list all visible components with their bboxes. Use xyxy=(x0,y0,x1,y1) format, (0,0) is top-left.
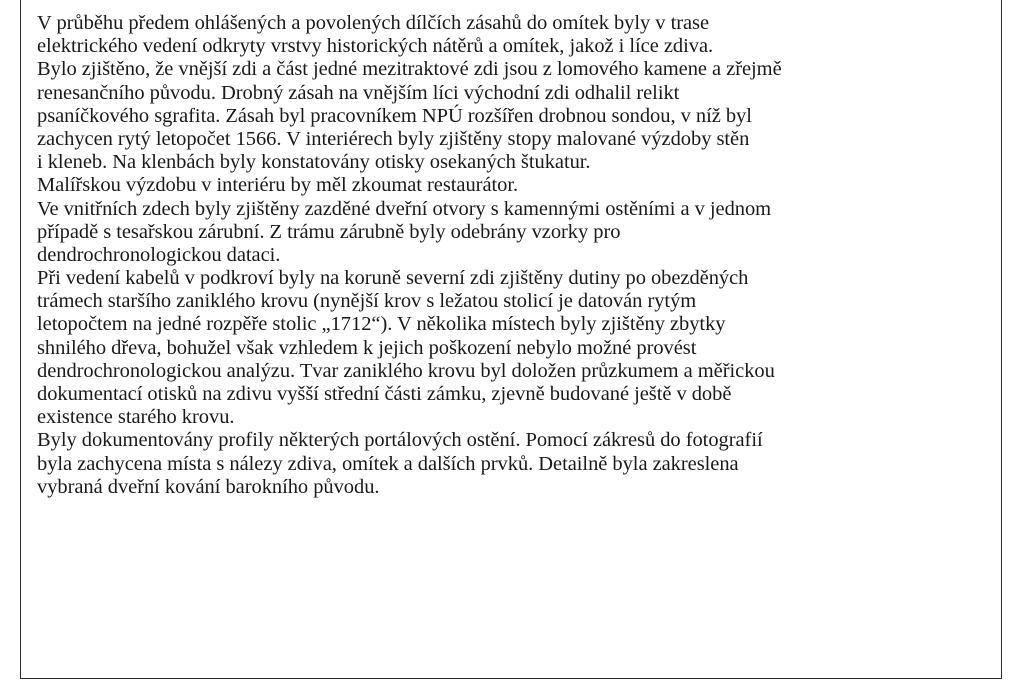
text-line: existence starého krovu. xyxy=(37,406,235,429)
text-line: byla zachycena místa s nálezy zdiva, omítek a dalších prvků. Detailně byla zakreslena xyxy=(37,452,739,475)
text-line: Ve vnitřních zdech byly zjištěny zazděné dveřní otvory s kamennými ostěními a v jednom xyxy=(37,197,772,220)
text-line: vybraná dveřní kování barokního původu. xyxy=(37,475,380,498)
text-line: dendrochronologickou analýzu. Tvar zaniklého krovu byl doložen průzkumem a měřickou xyxy=(37,359,775,382)
text-line: Malířskou výzdobu v interiéru by měl zkoumat restaurátor. xyxy=(37,174,519,197)
text-line: renesančního původu. Drobný zásah na vnějším líci východní zdi odhalil relikt xyxy=(37,81,680,104)
text-line: dokumentací otisků na zdivu vyšší střední části zámku, zjevně budované ještě v době xyxy=(37,383,732,405)
text-line: případě s tesařskou zárubní. Z trámu zárubně byly odebrány vzorky pro xyxy=(37,220,621,243)
text-line: Byly dokumentovány profily některých portálových ostění. Pomocí zákresů do fotografií xyxy=(37,429,763,452)
document-text xyxy=(37,12,997,499)
text-line: psaníčkového sgrafita. Zásah byl pracovníkem NPÚ rozšířen drobnou sondou, v níž byl xyxy=(37,104,752,127)
text-line: V průběhu předem ohlášených a povolených dílčích zásahů do omítek byly v trase xyxy=(37,12,710,34)
text-line: elektrického vedení odkryty vrstvy historických nátěrů a omítek, jakož i líce zdiva. xyxy=(37,35,714,58)
text-line: dendrochronologickou dataci. xyxy=(37,243,281,266)
text-line: i kleneb. Na klenbách byly konstatovány otisky osekaných štukatur. xyxy=(37,151,591,174)
text-line: trámech staršího zaniklého krovu (nynější krov s ležatou stolicí je datován rytým xyxy=(37,290,697,313)
text-line: zachycen rytý letopočet 1566. V interiérech byly zjištěny stopy malované výzdoby stěn xyxy=(37,127,750,150)
text-line: Při vedení kabelů v podkroví byly na koruně severní zdi zjištěny dutiny po obezděných xyxy=(37,267,749,290)
text-line: Bylo zjištěno, že vnější zdi a část jedné mezitraktové zdi jsou z lomového kamene a zřejmě xyxy=(37,58,782,81)
text-line: letopočtem na jedné rozpěře stolic „1712“). V několika místech byly zjištěny zbytky xyxy=(37,313,726,336)
text-line: shnilého dřeva, bohužel však vzhledem k jejich poškození nebylo možné provést xyxy=(37,336,697,359)
